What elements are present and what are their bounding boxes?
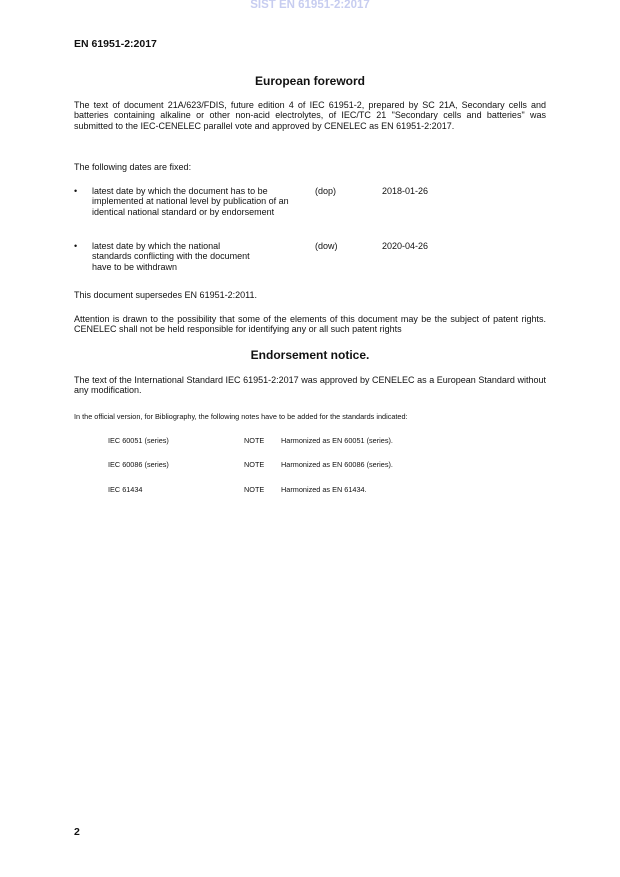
date-description: latest date by which the national standards conflicting with the document have to be withdrawn: [92, 241, 250, 272]
note-label: NOTE: [244, 460, 265, 469]
bullet: •: [74, 186, 78, 196]
foreword-intro: The text of document 21A/623/FDIS, future edition 4 of IEC 61951-2, prepared by SC 21A, Secondary cells and batteries containing alkaline or other non-acid electrolytes, of IEC/TC 21 "Secondary cells and batteries" was submitted to the IEC-CENELEC parallel vote and approved by CENELEC as EN 61951-2:2017.: [74, 100, 546, 131]
date-code: (dop): [315, 186, 337, 196]
document-id: EN 61951-2:2017: [74, 38, 157, 50]
standard-ref: IEC 61434: [108, 485, 143, 494]
note-text: Harmonized as EN 60051 (series).: [281, 436, 393, 445]
note-text: Harmonized as EN 60086 (series).: [281, 460, 393, 469]
note-label: NOTE: [244, 436, 265, 445]
bibliography-intro: In the official version, for Bibliography, the following notes have to be added for the standards indicated:: [74, 412, 408, 421]
date-description: latest date by which the document has to be implemented at national level by publication of an identical national standard or by endorsement: [92, 186, 289, 217]
date-code: (dow): [315, 241, 338, 251]
note-text: Harmonized as EN 61434.: [281, 485, 367, 494]
bullet: •: [74, 241, 78, 251]
date-value: 2020-04-26: [382, 241, 429, 251]
date-value: 2018-01-26: [382, 186, 429, 196]
dates-intro: The following dates are fixed:: [74, 162, 192, 172]
standard-ref: IEC 60086 (series): [108, 460, 169, 469]
note-label: NOTE: [244, 485, 265, 494]
watermark: SIST EN 61951-2:2017: [250, 0, 370, 11]
endorsement-title: Endorsement notice.: [250, 348, 370, 362]
patent-notice: Attention is drawn to the possibility that some of the elements of this document may be the subject of patent rights. CENELEC shall not be held responsible for identifying any or all such patent rights: [74, 314, 546, 335]
standard-ref: IEC 60051 (series): [108, 436, 169, 445]
page-number: 2: [74, 826, 80, 838]
endorsement-text: The text of the International Standard IEC 61951-2:2017 was approved by CENELEC as a European Standard without any modification.: [74, 375, 546, 396]
supersedes-text: This document supersedes EN 61951-2:2011.: [74, 290, 257, 300]
foreword-title: European foreword: [254, 74, 365, 88]
